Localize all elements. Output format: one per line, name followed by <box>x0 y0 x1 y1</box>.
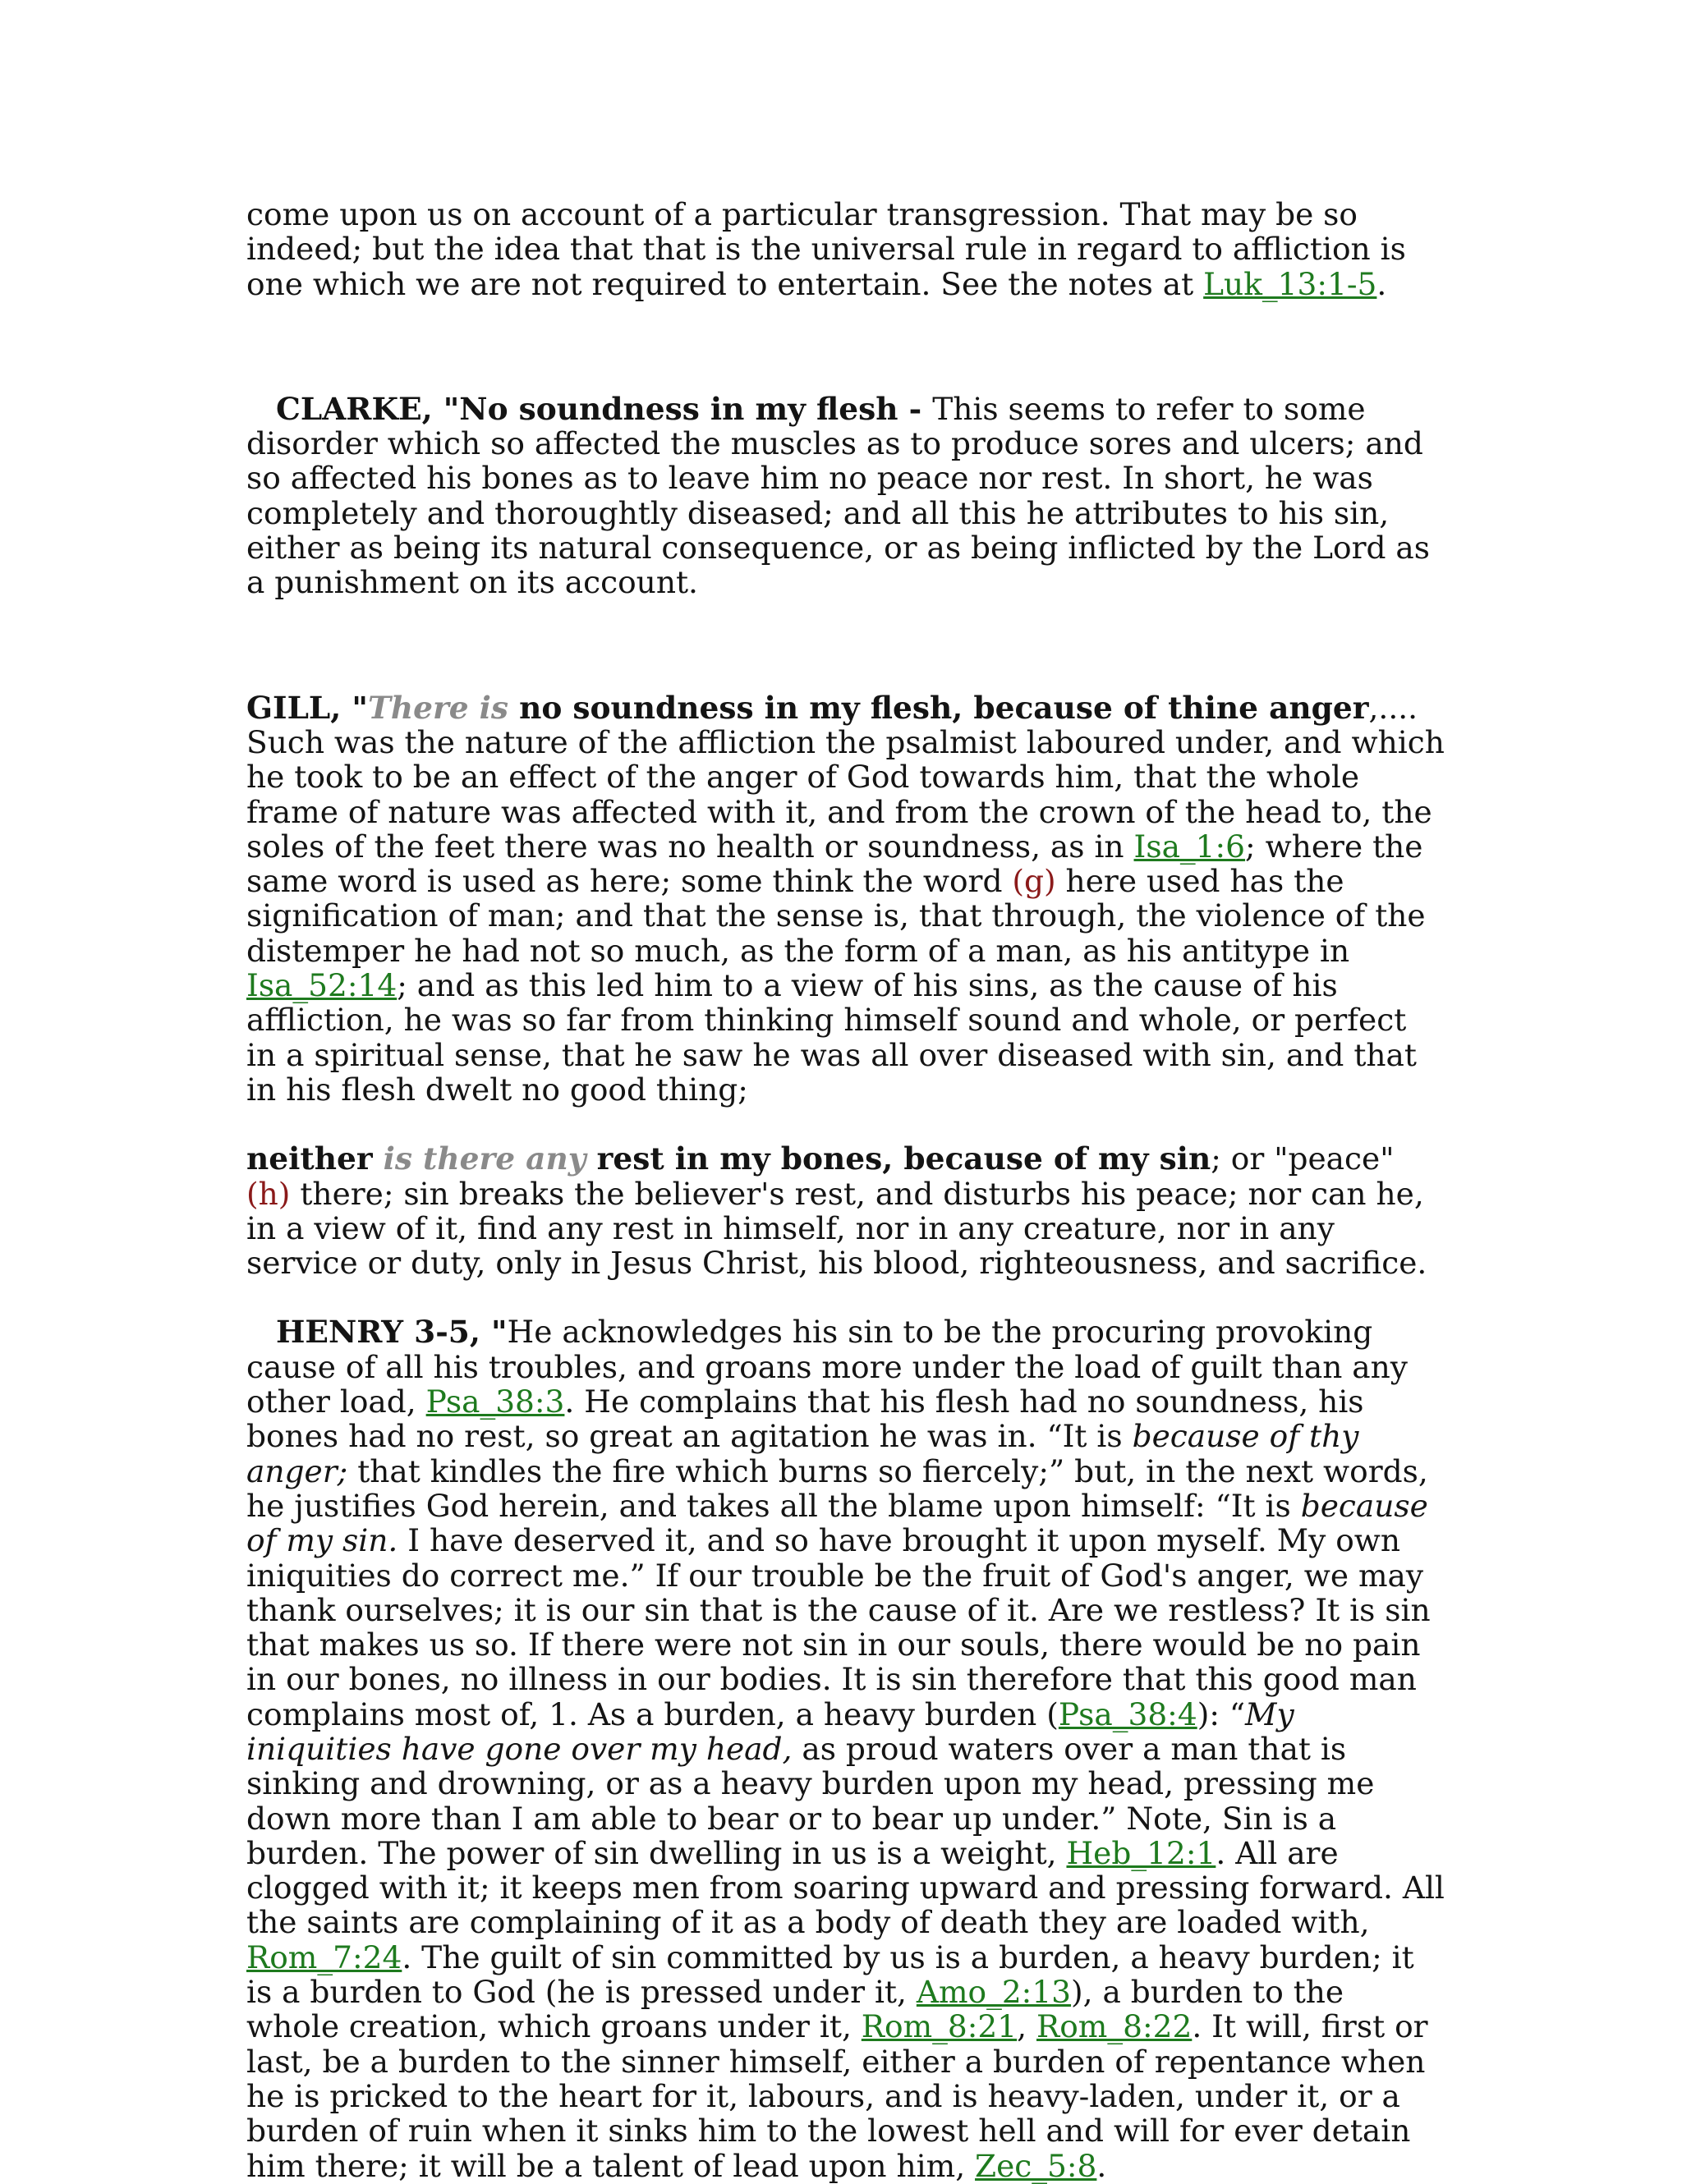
barnes-continuation-paragraph <box>246 197 1445 301</box>
text: that kindles the fire which burns so fiercely;” but, in the next words, he justifies God herein, and takes all the blame upon himself: “It is <box>246 1452 1428 1524</box>
gill-commentary-paragraph <box>246 691 1445 1108</box>
supplied-words: There is <box>367 689 509 726</box>
text: . It will, first or last, be a burden to the sinner himself, either a burden of repentance when he is pricked to the heart for it, labours, and is heavy-laden, under it, or a burden of ruin when it sinks him to the lowest hell and will for ever detain him there; it will be a talent of lead upon him, <box>246 2008 1428 2184</box>
text: ; where the same word is used as here; some think the word <box>246 828 1423 900</box>
scripture-link-luk-13-1-5[interactable]: Luk_13:1-5 <box>1203 265 1377 302</box>
scripture-link-rom-8-22[interactable]: Rom_8:22 <box>1036 2008 1193 2045</box>
footnote-marker-g: (g) <box>1012 863 1056 900</box>
text: ; or "peace" <box>1211 1140 1395 1177</box>
footnote-marker-h: (h) <box>246 1175 291 1212</box>
italic-quote: because of thy anger; <box>246 1418 1359 1489</box>
scripture-link-isa-1-6[interactable]: Isa_1:6 <box>1133 828 1246 865</box>
text: He acknowledges his sin to be the procuring provoking cause of all his troubles, and groans more under the load of guilt than any other load, <box>246 1314 1408 1420</box>
scripture-link-rom-8-21[interactable]: Rom_8:21 <box>861 2008 1018 2045</box>
clarke-commentary-paragraph <box>246 392 1445 600</box>
scripture-link-amo-2-13[interactable]: Amo_2:13 <box>916 1974 1072 2011</box>
verse-text: neither <box>246 1140 384 1177</box>
verse-text: rest in my bones, because of my sin <box>586 1140 1211 1177</box>
henry-heading: HENRY 3-5, " <box>276 1314 508 1351</box>
verse-text: no soundness in my flesh, because of thine anger <box>508 689 1369 726</box>
henry-commentary-paragraph <box>246 1315 1445 2182</box>
italic-quote: My iniquities have gone over my head, <box>246 1695 1294 1767</box>
text: . <box>1096 2147 1107 2184</box>
text: This seems to refer to some disorder which so affected the muscles as to produce sores and ulcers; and so affected his bones as to leave him no peace nor rest. In short, he was completely and thoroughtly diseased; and all this he attributes to his sin, either as being its natural consequence, or as being inflicted by the Lord as a punishment on its account. <box>246 390 1431 601</box>
gill-heading: GILL, " <box>246 689 368 726</box>
scripture-link-psa-38-4[interactable]: Psa_38:4 <box>1058 1695 1197 1732</box>
text: I have deserved it, and so have brought it upon myself. My own iniquities do correct me.” If our trouble be the fruit of God's anger, we may thank ourselves; it is our sin that is the cause of it. Are we restless? It is sin that makes us so. If there were not sin in our souls, there would be no pain in our bones, no illness in our bodies. It is sin therefore that this good man complains most of, 1. As a burden, a heavy burden ( <box>246 1522 1431 1732</box>
text: there; sin breaks the believer's rest, and disturbs his peace; nor can he, in a view of it, find any rest in himself, nor in any creature, nor in any service or duty, only in Jesus Christ, his blood, righteousness, and sacrifice. <box>246 1175 1427 1282</box>
scripture-link-psa-38-3[interactable]: Psa_38:3 <box>425 1383 565 1420</box>
italic-quote: because of my sin. <box>246 1487 1428 1559</box>
gill-commentary-paragraph-2 <box>246 1141 1445 1280</box>
text: ): “ <box>1197 1695 1246 1732</box>
text: as proud waters over a man that is sinking and drowning, or as a heavy burden upon my head, pressing me down more than I am able to bear or to bear up under.” Note, Sin is a burden. The power of sin dwelling in us is a weight, <box>246 1730 1375 1871</box>
text: ,.... Such was the nature of the affliction the psalmist laboured under, and which he took to be an effect of the anger of God towards him, that the whole frame of nature was affected with it, and from the crown of the head to, the soles of the feet there was no health or soundness, as in <box>246 689 1445 865</box>
scripture-link-rom-7-24[interactable]: Rom_7:24 <box>246 1939 402 1975</box>
text: ), a burden to the whole creation, which groans under it, <box>246 1974 1344 2045</box>
scripture-link-heb-12-1[interactable]: Heb_12:1 <box>1066 1834 1216 1871</box>
scripture-link-isa-52-14[interactable]: Isa_52:14 <box>246 967 398 1004</box>
text: . <box>1376 265 1387 302</box>
text: , <box>1017 2008 1036 2045</box>
document-page <box>246 197 1445 2183</box>
text: . He complains that his flesh had no soundness, his bones had no rest, so great an agitation he was in. “It is <box>246 1383 1364 1455</box>
text: . All are clogged with it; it keeps men from soaring upward and pressing forward. All the saints are complaining of it as a body of death they are loaded with, <box>246 1834 1445 1941</box>
supplied-words: is there any <box>383 1140 586 1177</box>
text: here used has the signification of man; and that the sense is, that through, the violence of the distemper he had not so much, as the form of a man, as his antitype in <box>246 863 1426 969</box>
text: . The guilt of sin committed by us is a burden, a heavy burden; it is a burden to God (he is pressed under it, <box>246 1939 1414 2011</box>
clarke-heading: CLARKE, "No soundness in my flesh - <box>276 390 933 427</box>
text: ; and as this led him to a view of his sins, as the cause of his affliction, he was so far from thinking himself sound and whole, or perfect in a spiritual sense, that he saw he was all over diseased with sin, and that in his flesh dwelt no good thing; <box>246 967 1417 1108</box>
text: come upon us on account of a particular transgression. That may be so indeed; but the idea that that is the universal rule in regard to affliction is one which we are not required to entertain. See the notes at <box>246 196 1406 302</box>
scripture-link-zec-5-8[interactable]: Zec_5:8 <box>975 2147 1097 2184</box>
